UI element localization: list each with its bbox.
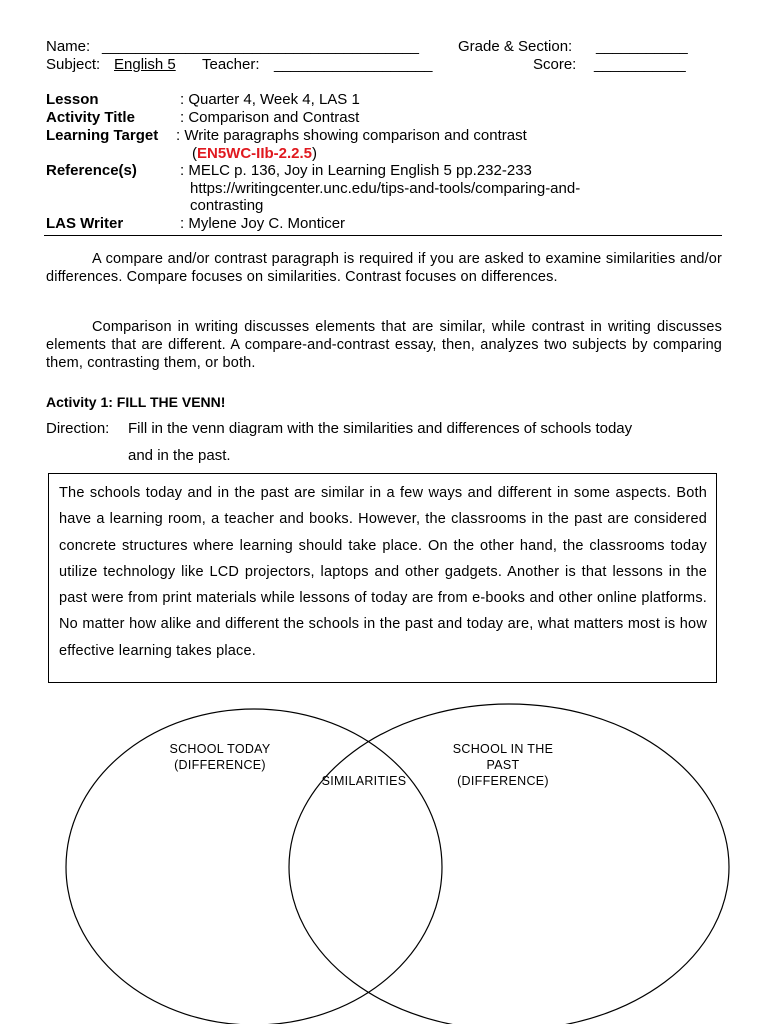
references-line2: https://writingcenter.unc.edu/tips-and-tools/comparing-and- [190,180,581,197]
activity-title-label: Activity Title [46,109,135,126]
intro-paragraph-1: A compare and/or contrast paragraph is required if you are asked to examine similarities and/or differences. Compare focuses on similarities. Contrast focuses on differences. [46,251,722,285]
melc-code-value: EN5WC-IIb-2.2.5 [197,145,313,162]
learning-target-value: : Write paragraphs showing comparison and contrast [176,127,527,144]
direction-label: Direction: [46,420,110,437]
references-line3: contrasting [190,197,264,214]
intro-paragraph-2: Comparison in writing discusses elements that are similar, while contrast in writing discusses elements that are different. A compare-and-contrast essay, then, analyzes two subjects by comparing them, contrasting them, or both. [46,319,722,371]
score-blank[interactable]: ___________ [594,56,686,73]
subject-label: Subject: [46,56,101,73]
name-label: Name: [46,38,91,55]
code-open-paren: ( [192,145,197,162]
venn-left-label: SCHOOL TODAY (DIFFERENCE) [169,742,271,772]
lesson-value: : Quarter 4, Week 4, LAS 1 [180,91,360,108]
score-label: Score: [533,56,577,73]
lesson-label: Lesson [46,91,99,108]
activity-title: Activity 1: FILL THE VENN! [46,394,226,410]
direction-line-1: Fill in the venn diagram with the similarities and differences of schools today [128,420,633,437]
code-close-paren: ) [312,145,318,162]
passage-text: The schools today and in the past are similar in a few ways and different in some aspects. Both have a learning room, a teacher and books. However, the classrooms in the past are considered concrete structures where learning should take place. On the other hand, the classrooms today utilize technology like LCD projectors, laptops and other gadgets. Another is that lessons in the past were from print materials while lessons of today are from e-books and other online platforms. No matter how alike and different the schools in the past and today are, what matters most is how effective learning takes place. [59,485,707,659]
references-line1: : MELC p. 136, Joy in Learning English 5 pp.232-233 [180,162,532,179]
activity-title-value: : Comparison and Contrast [180,109,360,126]
direction-line-2: and in the past. [128,447,231,464]
grade-section-label: Grade & Section: [458,38,573,55]
venn-right-label: SCHOOL IN THE PAST (DIFFERENCE) [452,742,554,788]
grade-section-blank[interactable]: ___________ [596,38,688,55]
teacher-blank[interactable]: ___________________ [274,56,433,73]
las-writer-label: LAS Writer [46,215,124,232]
venn-middle-label: SIMILARITIES [321,774,407,788]
learning-target-label: Learning Target [46,127,159,144]
references-label: Reference(s) [46,162,137,179]
subject-value: English 5 [114,56,176,73]
name-blank[interactable]: ______________________________________ [102,38,420,55]
las-writer-value: : Mylene Joy C. Monticer [180,215,346,232]
teacher-label: Teacher: [202,56,260,73]
